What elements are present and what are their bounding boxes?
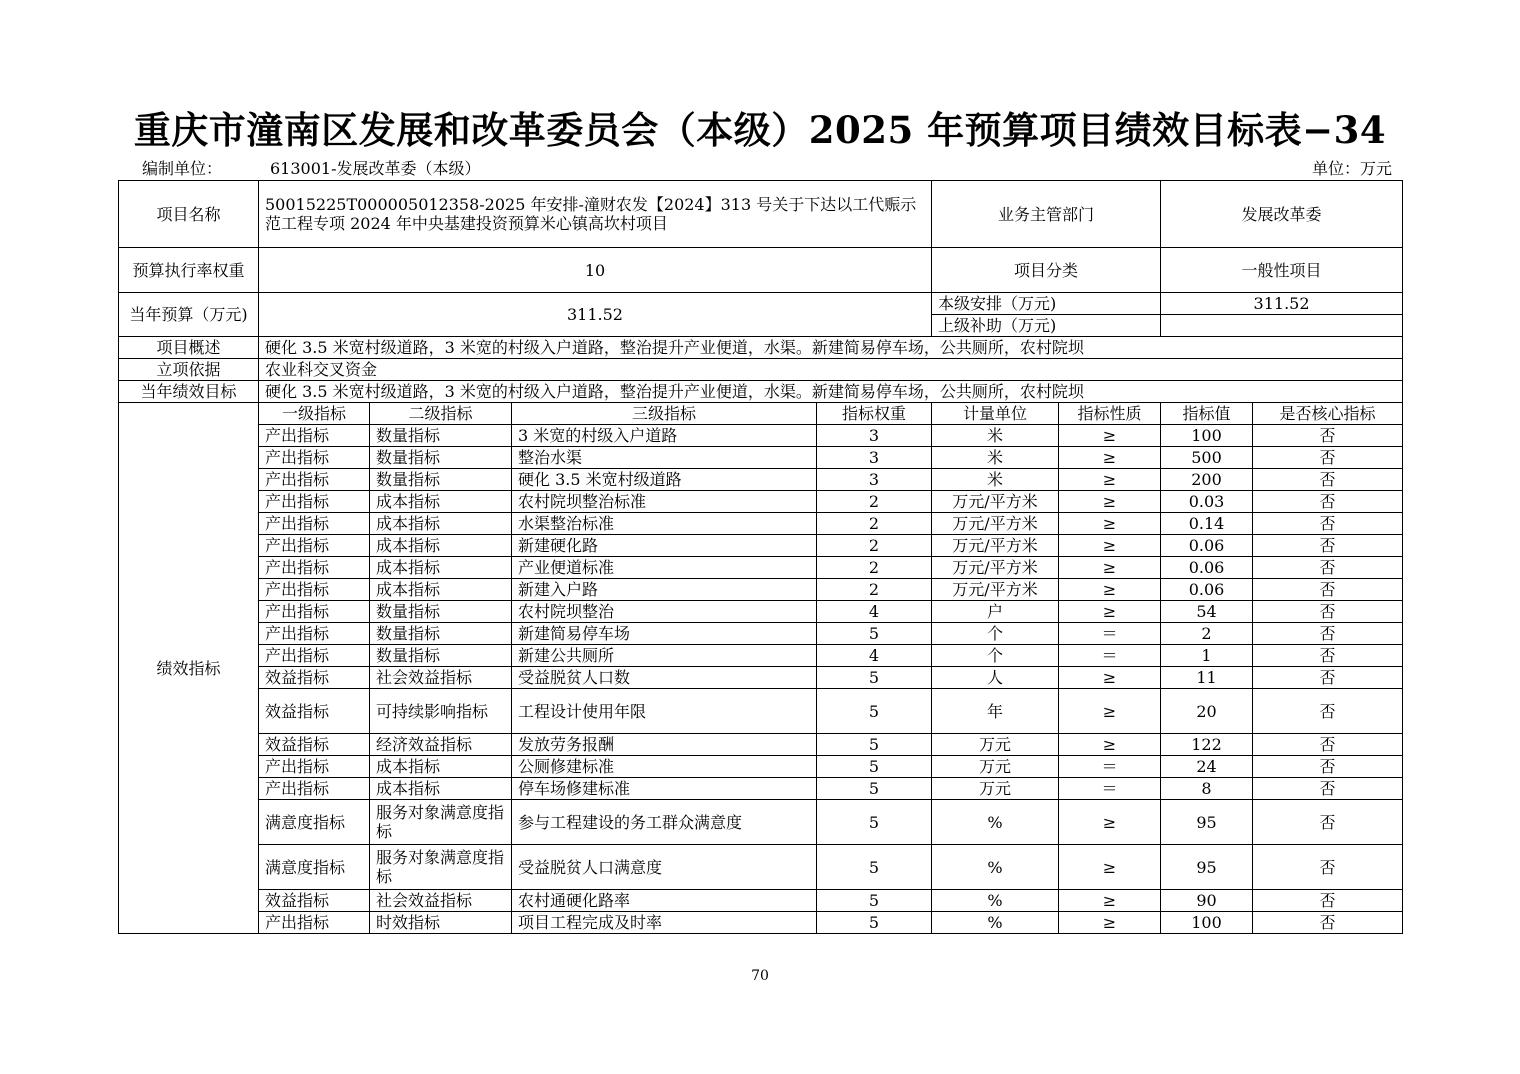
cell-level1: 产出指标 <box>259 535 370 557</box>
cell-core: 否 <box>1253 491 1403 513</box>
cell-core: 否 <box>1253 845 1403 890</box>
cell-value: 95 <box>1161 800 1253 845</box>
cell-core: 否 <box>1253 579 1403 601</box>
cell-level1: 产出指标 <box>259 778 370 800</box>
cell-level3: 农村院坝整治 <box>512 601 817 623</box>
cell-weight: 5 <box>817 778 932 800</box>
cell-level2: 数量指标 <box>370 469 512 491</box>
cell-nature: ≥ <box>1059 447 1161 469</box>
cell-level3: 参与工程建设的务工群众满意度 <box>512 800 817 845</box>
cell-level3: 项目工程完成及时率 <box>512 912 817 934</box>
cell-level1: 满意度指标 <box>259 800 370 845</box>
project-name-value: 50015225T000005012358-2025 年安排-潼财农发【2024】313 号关于下达以工代赈示范工程专项 2024 年中央基建投资预算米心镇高坎村项目 <box>259 181 932 248</box>
cell-core: 否 <box>1253 447 1403 469</box>
header-nature: 指标性质 <box>1059 403 1161 425</box>
table-row <box>119 890 1403 912</box>
cell-level3: 受益脱贫人口满意度 <box>512 845 817 890</box>
cell-level2: 数量指标 <box>370 425 512 447</box>
cell-value: 122 <box>1161 734 1253 756</box>
cell-weight: 3 <box>817 425 932 447</box>
header-core: 是否核心指标 <box>1253 403 1403 425</box>
cell-level3: 发放劳务报酬 <box>512 734 817 756</box>
cell-weight: 5 <box>817 890 932 912</box>
cell-weight: 2 <box>817 557 932 579</box>
header-unit: 计量单位 <box>932 403 1059 425</box>
cell-nature: ≥ <box>1059 667 1161 689</box>
cell-weight: 5 <box>817 623 932 645</box>
cell-level2: 数量指标 <box>370 645 512 667</box>
cell-nature: ≥ <box>1059 557 1161 579</box>
cell-level1: 产出指标 <box>259 756 370 778</box>
table-row <box>119 579 1403 601</box>
cell-value: 20 <box>1161 689 1253 734</box>
cell-nature: ≥ <box>1059 469 1161 491</box>
cell-value: 8 <box>1161 778 1253 800</box>
overview-label: 项目概述 <box>119 337 259 359</box>
cell-level2: 社会效益指标 <box>370 667 512 689</box>
cell-value: 200 <box>1161 469 1253 491</box>
table-row <box>119 425 1403 447</box>
cell-nature: ≥ <box>1059 800 1161 845</box>
cell-unit: 人 <box>932 667 1059 689</box>
table-row <box>119 557 1403 579</box>
cell-level2: 服务对象满意度指标 <box>370 800 512 845</box>
table-row <box>119 689 1403 734</box>
cell-unit: 万元/平方米 <box>932 535 1059 557</box>
cell-unit: 万元/平方米 <box>932 491 1059 513</box>
cell-weight: 5 <box>817 689 932 734</box>
cell-unit: 米 <box>932 425 1059 447</box>
project-name-label: 项目名称 <box>119 181 259 248</box>
cell-level2: 数量指标 <box>370 447 512 469</box>
cell-weight: 5 <box>817 800 932 845</box>
budget-value: 311.52 <box>259 293 932 337</box>
cell-level3: 新建硬化路 <box>512 535 817 557</box>
performance-table <box>118 180 1403 934</box>
cell-value: 0.14 <box>1161 513 1253 535</box>
cell-core: 否 <box>1253 645 1403 667</box>
subsidy-label: 上级补助（万元) <box>932 315 1161 337</box>
cell-nature: ＝ <box>1059 623 1161 645</box>
cell-level3: 农村院坝整治标准 <box>512 491 817 513</box>
cell-level3: 水渠整治标准 <box>512 513 817 535</box>
cell-level2: 成本指标 <box>370 579 512 601</box>
cell-core: 否 <box>1253 535 1403 557</box>
cell-nature: ≥ <box>1059 689 1161 734</box>
cell-core: 否 <box>1253 601 1403 623</box>
table-row <box>119 491 1403 513</box>
cell-level3: 硬化 3.5 米宽村级道路 <box>512 469 817 491</box>
cell-unit: 万元 <box>932 734 1059 756</box>
cell-unit: 万元/平方米 <box>932 513 1059 535</box>
cell-nature: ＝ <box>1059 645 1161 667</box>
dept-value: 发展改革委 <box>1161 181 1403 248</box>
cell-core: 否 <box>1253 469 1403 491</box>
page-number: 70 <box>751 968 769 984</box>
cell-level3: 工程设计使用年限 <box>512 689 817 734</box>
cell-level3: 3 米宽的村级入户道路 <box>512 425 817 447</box>
cell-nature: ＝ <box>1059 756 1161 778</box>
cell-level1: 效益指标 <box>259 890 370 912</box>
cell-value: 11 <box>1161 667 1253 689</box>
table-row <box>119 535 1403 557</box>
cell-nature: ≥ <box>1059 535 1161 557</box>
table-row <box>119 778 1403 800</box>
cell-level3: 公厕修建标准 <box>512 756 817 778</box>
cell-weight: 3 <box>817 447 932 469</box>
cell-level2: 成本指标 <box>370 756 512 778</box>
cell-weight: 2 <box>817 535 932 557</box>
cell-level2: 成本指标 <box>370 491 512 513</box>
cell-nature: ≥ <box>1059 579 1161 601</box>
cell-level2: 成本指标 <box>370 557 512 579</box>
cell-weight: 4 <box>817 601 932 623</box>
cell-value: 95 <box>1161 845 1253 890</box>
cell-weight: 2 <box>817 513 932 535</box>
cell-weight: 5 <box>817 667 932 689</box>
cell-unit: % <box>932 800 1059 845</box>
cell-unit: % <box>932 890 1059 912</box>
cell-level3: 新建入户路 <box>512 579 817 601</box>
cell-core: 否 <box>1253 890 1403 912</box>
cell-core: 否 <box>1253 557 1403 579</box>
cell-unit: 万元/平方米 <box>932 557 1059 579</box>
header-weight: 指标权重 <box>817 403 932 425</box>
subsidy-value <box>1161 315 1403 337</box>
currency-label: 单位：万元 <box>1311 159 1392 178</box>
cell-level2: 成本指标 <box>370 778 512 800</box>
cell-core: 否 <box>1253 912 1403 934</box>
page-title: 重庆市潼南区发展和改革委员会（本级）2025 年预算项目绩效目标表−34 <box>133 108 1387 152</box>
basis-label: 立项依据 <box>119 359 259 381</box>
cell-value: 2 <box>1161 623 1253 645</box>
cell-unit: 万元/平方米 <box>932 579 1059 601</box>
cell-value: 100 <box>1161 425 1253 447</box>
cell-unit: % <box>932 845 1059 890</box>
cell-level1: 效益指标 <box>259 667 370 689</box>
cell-nature: ≥ <box>1059 513 1161 535</box>
cell-level1: 产出指标 <box>259 469 370 491</box>
cell-core: 否 <box>1253 623 1403 645</box>
cell-level2: 数量指标 <box>370 601 512 623</box>
cell-level1: 满意度指标 <box>259 845 370 890</box>
cell-level2: 经济效益指标 <box>370 734 512 756</box>
cell-level2: 成本指标 <box>370 513 512 535</box>
overview-value: 硬化 3.5 米宽村级道路，3 米宽的村级入户道路，整治提升产业便道，水渠。新建简易停车场，公共厕所，农村院坝 <box>259 337 1403 359</box>
table-row <box>119 623 1403 645</box>
cell-core: 否 <box>1253 778 1403 800</box>
local-label: 本级安排（万元) <box>932 293 1161 315</box>
header-level3: 三级指标 <box>512 403 817 425</box>
cell-unit: 万元 <box>932 778 1059 800</box>
cell-level1: 产出指标 <box>259 557 370 579</box>
cell-weight: 4 <box>817 645 932 667</box>
cell-level2: 成本指标 <box>370 535 512 557</box>
cell-level1: 产出指标 <box>259 425 370 447</box>
cell-unit: % <box>932 912 1059 934</box>
cell-nature: ≥ <box>1059 734 1161 756</box>
cell-value: 500 <box>1161 447 1253 469</box>
cell-unit: 米 <box>932 469 1059 491</box>
cell-nature: ＝ <box>1059 778 1161 800</box>
cell-level1: 产出指标 <box>259 645 370 667</box>
table-row <box>119 912 1403 934</box>
cell-nature: ≥ <box>1059 890 1161 912</box>
unit-value: 613001-发展改革委（本级） <box>270 159 481 178</box>
cell-level3: 停车场修建标准 <box>512 778 817 800</box>
cell-unit: 户 <box>932 601 1059 623</box>
cell-value: 1 <box>1161 645 1253 667</box>
weight-value: 10 <box>259 248 932 293</box>
table-row <box>119 734 1403 756</box>
unit-label: 编制单位： <box>142 159 223 178</box>
basis-value: 农业科交叉资金 <box>259 359 1403 381</box>
category-label: 项目分类 <box>932 248 1161 293</box>
cell-value: 24 <box>1161 756 1253 778</box>
cell-level1: 产出指标 <box>259 912 370 934</box>
cell-level1: 产出指标 <box>259 623 370 645</box>
cell-core: 否 <box>1253 513 1403 535</box>
table-row <box>119 645 1403 667</box>
perf-label: 绩效指标 <box>119 403 259 934</box>
cell-core: 否 <box>1253 800 1403 845</box>
cell-level1: 效益指标 <box>259 689 370 734</box>
weight-label: 预算执行率权重 <box>119 248 259 293</box>
cell-level3: 农村通硬化路率 <box>512 890 817 912</box>
cell-core: 否 <box>1253 425 1403 447</box>
cell-weight: 3 <box>817 469 932 491</box>
cell-level1: 产出指标 <box>259 601 370 623</box>
table-row <box>119 513 1403 535</box>
table-row <box>119 845 1403 890</box>
cell-weight: 5 <box>817 756 932 778</box>
cell-value: 90 <box>1161 890 1253 912</box>
cell-nature: ≥ <box>1059 912 1161 934</box>
cell-unit: 个 <box>932 623 1059 645</box>
table-row <box>119 601 1403 623</box>
header-level2: 二级指标 <box>370 403 512 425</box>
cell-level3: 产业便道标准 <box>512 557 817 579</box>
cell-value: 0.06 <box>1161 535 1253 557</box>
cell-level2: 时效指标 <box>370 912 512 934</box>
table-row <box>119 469 1403 491</box>
budget-label: 当年预算（万元) <box>119 293 259 337</box>
header-value: 指标值 <box>1161 403 1253 425</box>
cell-unit: 个 <box>932 645 1059 667</box>
cell-level1: 产出指标 <box>259 579 370 601</box>
cell-level3: 新建简易停车场 <box>512 623 817 645</box>
cell-core: 否 <box>1253 667 1403 689</box>
table-row <box>119 447 1403 469</box>
goal-label: 当年绩效目标 <box>119 381 259 403</box>
cell-weight: 2 <box>817 579 932 601</box>
cell-level2: 社会效益指标 <box>370 890 512 912</box>
table-row <box>119 800 1403 845</box>
table-row <box>119 756 1403 778</box>
header-level1: 一级指标 <box>259 403 370 425</box>
dept-label: 业务主管部门 <box>932 181 1161 248</box>
cell-level3: 新建公共厕所 <box>512 645 817 667</box>
cell-nature: ≥ <box>1059 425 1161 447</box>
cell-level3: 整治水渠 <box>512 447 817 469</box>
cell-level1: 产出指标 <box>259 447 370 469</box>
cell-level2: 数量指标 <box>370 623 512 645</box>
cell-nature: ≥ <box>1059 601 1161 623</box>
cell-nature: ≥ <box>1059 491 1161 513</box>
category-value: 一般性项目 <box>1161 248 1403 293</box>
table-row <box>119 667 1403 689</box>
cell-value: 0.03 <box>1161 491 1253 513</box>
cell-value: 0.06 <box>1161 579 1253 601</box>
cell-weight: 5 <box>817 734 932 756</box>
cell-unit: 米 <box>932 447 1059 469</box>
goal-value: 硬化 3.5 米宽村级道路，3 米宽的村级入户道路，整治提升产业便道，水渠。新建简易停车场，公共厕所，农村院坝 <box>259 381 1403 403</box>
cell-core: 否 <box>1253 756 1403 778</box>
cell-weight: 5 <box>817 912 932 934</box>
cell-level2: 服务对象满意度指标 <box>370 845 512 890</box>
cell-core: 否 <box>1253 689 1403 734</box>
cell-unit: 年 <box>932 689 1059 734</box>
cell-unit: 万元 <box>932 756 1059 778</box>
cell-value: 54 <box>1161 601 1253 623</box>
local-value: 311.52 <box>1161 293 1403 315</box>
cell-value: 0.06 <box>1161 557 1253 579</box>
cell-level1: 产出指标 <box>259 491 370 513</box>
cell-level2: 可持续影响指标 <box>370 689 512 734</box>
cell-weight: 2 <box>817 491 932 513</box>
cell-value: 100 <box>1161 912 1253 934</box>
cell-level1: 产出指标 <box>259 513 370 535</box>
cell-level1: 效益指标 <box>259 734 370 756</box>
cell-weight: 5 <box>817 845 932 890</box>
cell-core: 否 <box>1253 734 1403 756</box>
cell-level3: 受益脱贫人口数 <box>512 667 817 689</box>
cell-nature: ≥ <box>1059 845 1161 890</box>
